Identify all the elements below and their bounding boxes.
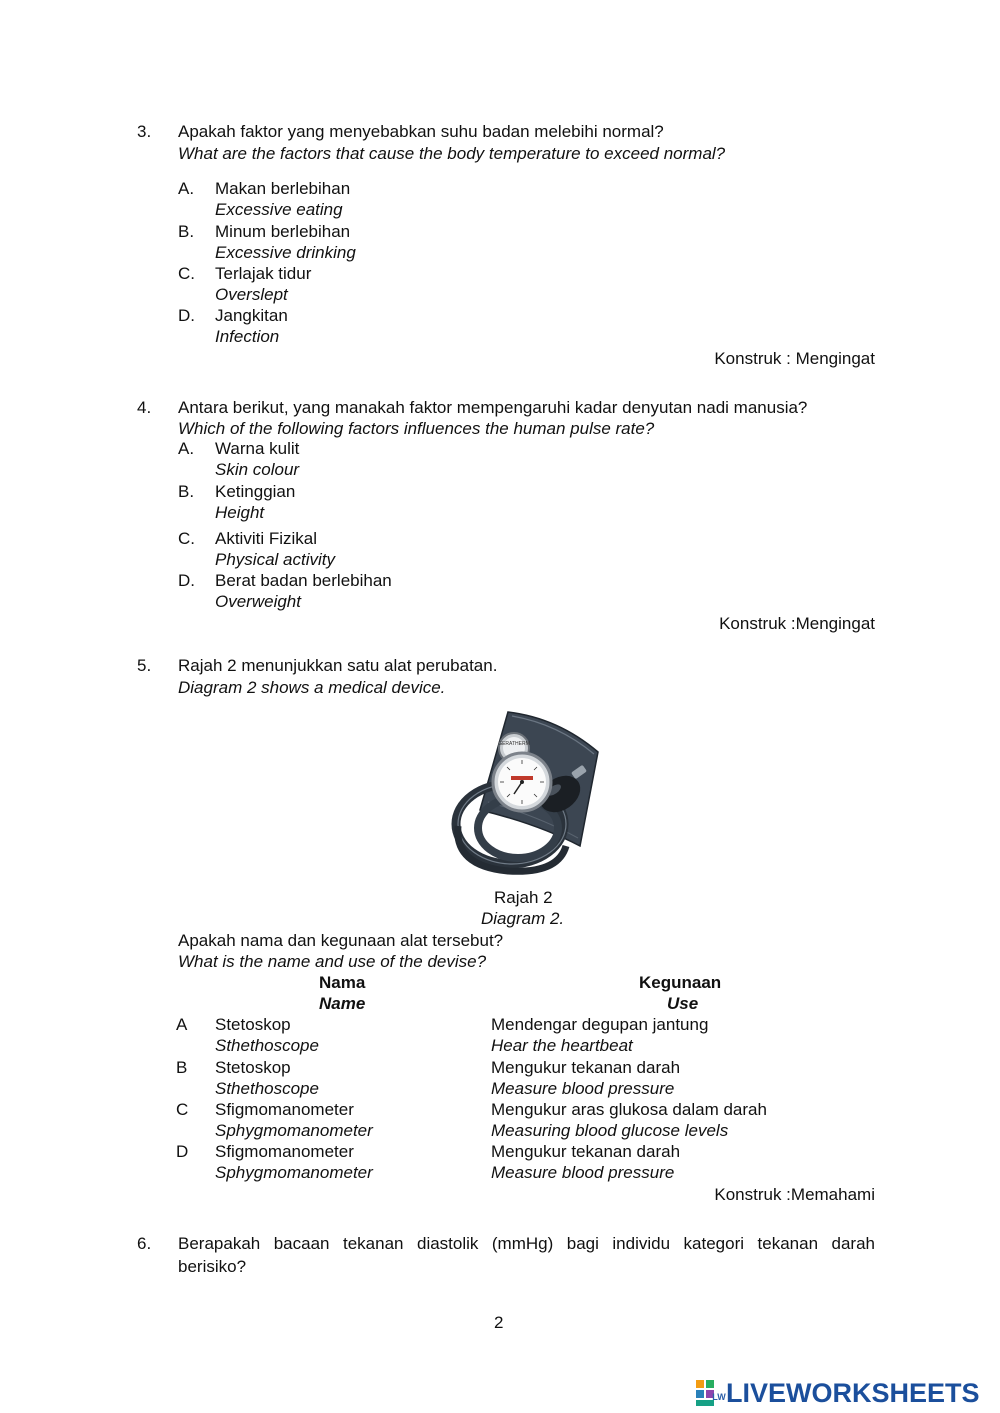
option-use-ms[interactable]: Mengukur tekanan darah: [491, 1142, 681, 1161]
option-name-en[interactable]: Sthethoscope: [215, 1079, 319, 1098]
option-text-en[interactable]: Height: [215, 503, 265, 522]
liveworksheets-wordmark: LIVEWORKSHEETS: [726, 1377, 980, 1408]
question-text-en: Which of the following factors influences the human pulse rate?: [178, 419, 655, 438]
question-number: 4.: [137, 398, 152, 417]
question-text-line2: berisiko?: [178, 1257, 247, 1276]
question-number: 5.: [137, 656, 152, 675]
option-letter[interactable]: C.: [178, 529, 195, 548]
option-letter[interactable]: B: [176, 1058, 188, 1077]
option-letter[interactable]: D: [176, 1142, 189, 1161]
option-text-ms[interactable]: Minum berlebihan: [215, 222, 351, 241]
option-letter[interactable]: C.: [178, 264, 195, 283]
question-text-ms: Antara berikut, yang manakah faktor mempengaruhi kadar denyutan nadi manusia?: [178, 398, 808, 417]
option-text-ms[interactable]: Terlajak tidur: [215, 264, 312, 283]
option-text-ms[interactable]: Berat badan berlebihan: [215, 571, 392, 590]
option-text-en[interactable]: Excessive eating: [215, 200, 343, 219]
question-number: 3.: [137, 122, 152, 141]
intro-text-ms: Rajah 2 menunjukkan satu alat perubatan.: [178, 656, 498, 675]
option-text-en[interactable]: Overslept: [215, 285, 288, 304]
option-letter[interactable]: C: [176, 1100, 189, 1119]
sphygmomanometer-image: [448, 706, 608, 876]
construct-label: Konstruk :Mengingat: [719, 614, 875, 633]
question-text-line1: Berapakah bacaan tekanan diastolik (mmHg) bagi individu kategori tekanan darah: [178, 1234, 875, 1253]
liveworksheets-logo[interactable]: [696, 1378, 980, 1408]
option-text-ms[interactable]: Ketinggian: [215, 482, 296, 501]
liveworksheets-logo-icon: [696, 1380, 724, 1406]
intro-text-en: Diagram 2 shows a medical device.: [178, 678, 446, 697]
column-header-use-en: Use: [667, 994, 699, 1013]
option-letter[interactable]: B.: [178, 482, 195, 501]
column-header-use-ms: Kegunaan: [639, 973, 722, 992]
construct-label: Konstruk :Memahami: [714, 1185, 875, 1204]
option-text-en[interactable]: Infection: [215, 327, 280, 346]
option-name-ms[interactable]: Stetoskop: [215, 1015, 291, 1034]
option-letter[interactable]: A.: [178, 179, 195, 198]
diagram-caption-ms: Rajah 2: [494, 888, 553, 907]
option-use-ms[interactable]: Mengukur tekanan darah: [491, 1058, 681, 1077]
column-header-name-en: Name: [319, 994, 366, 1013]
option-name-ms[interactable]: Stetoskop: [215, 1058, 291, 1077]
option-letter[interactable]: B.: [178, 222, 195, 241]
option-text-en[interactable]: Excessive drinking: [215, 243, 356, 262]
option-use-ms[interactable]: Mendengar degupan jantung: [491, 1015, 709, 1034]
column-header-name-ms: Nama: [319, 973, 366, 992]
option-letter[interactable]: D.: [178, 571, 195, 590]
option-use-ms[interactable]: Mengukur aras glukosa dalam darah: [491, 1100, 767, 1119]
option-text-en[interactable]: Skin colour: [215, 460, 300, 479]
option-letter[interactable]: D.: [178, 306, 195, 325]
option-name-ms[interactable]: Sfigmomanometer: [215, 1100, 354, 1119]
question-number: 6.: [137, 1234, 152, 1253]
option-name-en[interactable]: Sphygmomanometer: [215, 1121, 373, 1140]
option-letter[interactable]: A.: [178, 439, 195, 458]
option-use-en[interactable]: Hear the heartbeat: [491, 1036, 633, 1055]
page-number: 2: [494, 1313, 504, 1332]
logo-letters: LW: [712, 1392, 726, 1402]
option-text-en[interactable]: Physical activity: [215, 550, 335, 569]
diagram-caption-en: Diagram 2.: [481, 909, 565, 928]
question-text-en: What is the name and use of the devise?: [178, 952, 487, 971]
option-text-ms[interactable]: Makan berlebihan: [215, 179, 351, 198]
gauge-brand-text: GERATHERM: [498, 741, 530, 747]
construct-label: Konstruk : Mengingat: [714, 349, 875, 368]
question-text-ms: Apakah faktor yang menyebabkan suhu badan melebihi normal?: [178, 122, 664, 141]
option-text-ms[interactable]: Warna kulit: [215, 439, 300, 458]
option-use-en[interactable]: Measuring blood glucose levels: [491, 1121, 729, 1140]
option-name-en[interactable]: Sphygmomanometer: [215, 1163, 373, 1182]
question-text-en: What are the factors that cause the body temperature to exceed normal?: [178, 144, 726, 163]
option-use-en[interactable]: Measure blood pressure: [491, 1163, 675, 1182]
option-name-en[interactable]: Sthethoscope: [215, 1036, 319, 1055]
question-text-ms: Apakah nama dan kegunaan alat tersebut?: [178, 931, 504, 950]
option-letter[interactable]: A: [176, 1015, 188, 1034]
option-text-ms[interactable]: Jangkitan: [215, 306, 288, 325]
option-text-ms[interactable]: Aktiviti Fizikal: [215, 529, 318, 548]
option-text-en[interactable]: Overweight: [215, 592, 301, 611]
option-use-en[interactable]: Measure blood pressure: [491, 1079, 675, 1098]
option-name-ms[interactable]: Sfigmomanometer: [215, 1142, 354, 1161]
